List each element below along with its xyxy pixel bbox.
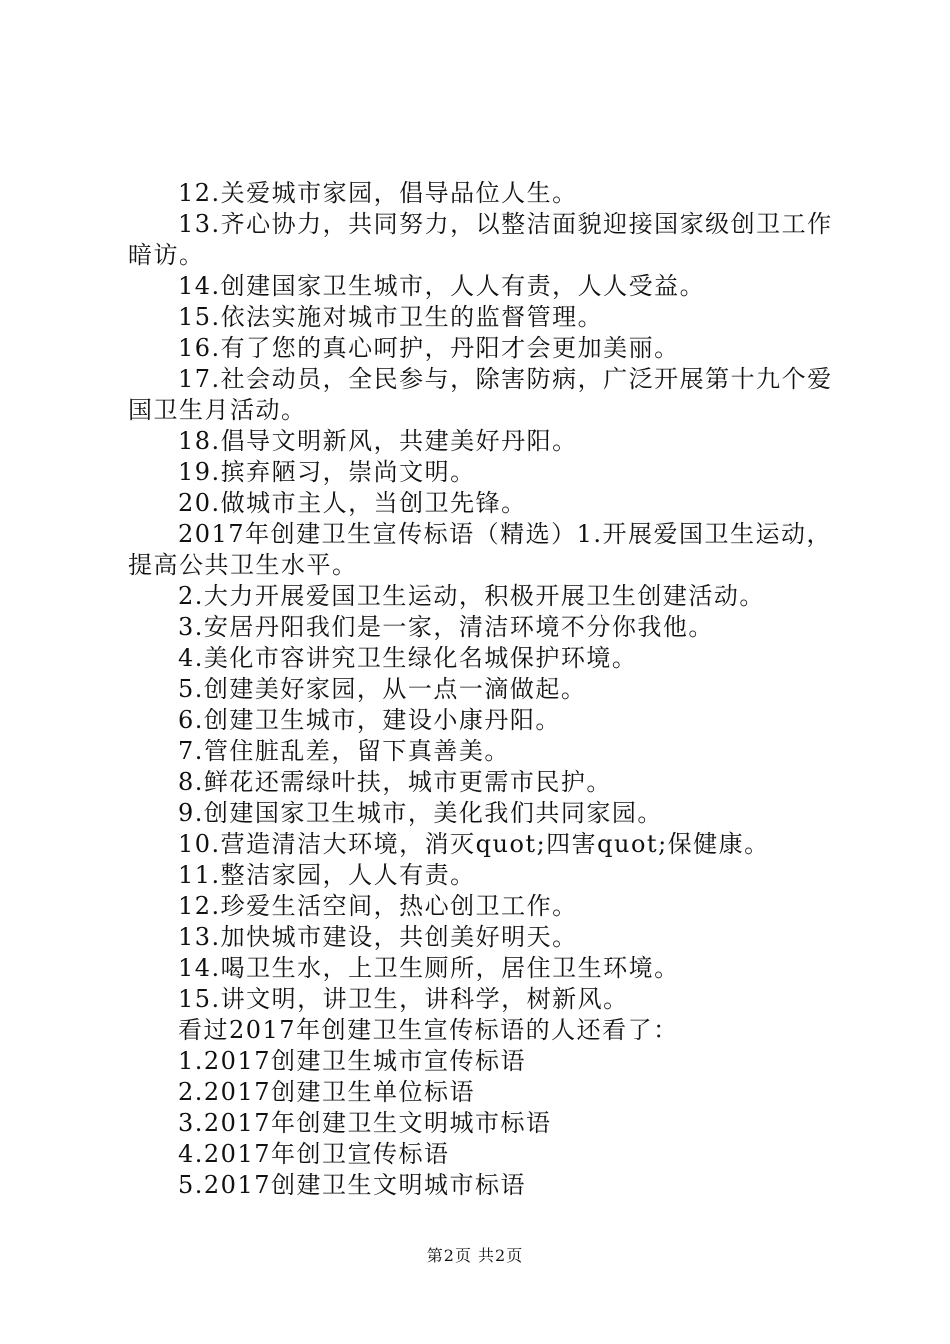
paragraph: 19.摈弃陋习，崇尚文明。 [178,458,476,486]
page-footer: 第2页 共2页 [426,1246,524,1265]
paragraph: 4.美化市容讲究卫生绿化名城保护环境。 [178,644,638,672]
paragraph: 4.2017年创卫宣传标语 [178,1140,450,1168]
paragraph: 20.做城市主人，当创卫先锋。 [178,489,527,517]
paragraph: 8.鲜花还需绿叶扶，城市更需市民护。 [178,768,612,796]
paragraph: 14.喝卫生水，上卫生厕所，居住卫生环境。 [178,954,680,982]
paragraph: 2.大力开展爱国卫生运动，积极开展卫生创建活动。 [178,582,765,610]
paragraph: 5.2017创建卫生文明城市标语 [178,1171,526,1199]
document-body [128,178,833,1201]
paragraph: 看过2017年创建卫生宣传标语的人还看了： [178,1016,679,1044]
paragraph: 12.关爱城市家园，倡导品位人生。 [178,179,578,207]
paragraph: 2.2017创建卫生单位标语 [178,1078,475,1106]
paragraph: 2017年创建卫生宣传标语（精选）1.开展爱国卫生运动，提高公共卫生水平。 [128,520,832,579]
paragraph: 18.倡导文明新风，共建美好丹阳。 [178,427,578,455]
paragraph: 16.有了您的真心呵护，丹阳才会更加美丽。 [178,334,680,362]
paragraph: 7.管住脏乱差，留下真善美。 [178,737,510,765]
paragraph: 3.安居丹阳我们是一家，清洁环境不分你我他。 [178,613,714,641]
paragraph: 13.齐心协力，共同努力，以整洁面貌迎接国家级创卫工作暗访。 [128,210,833,269]
paragraph: 13.加快城市建设，共创美好明天。 [178,923,578,951]
paragraph: 6.创建卫生城市，建设小康丹阳。 [178,706,561,734]
paragraph: 10.营造清洁大环境，消灭quot;四害quot;保健康。 [178,830,770,858]
paragraph: 14.创建国家卫生城市，人人有责，人人受益。 [178,272,706,300]
paragraph: 11.整洁家园，人人有责。 [178,861,476,889]
paragraph: 15.依法实施对城市卫生的监督管理。 [178,303,604,331]
paragraph: 1.2017创建卫生城市宣传标语 [178,1047,526,1075]
paragraph: 3.2017年创建卫生文明城市标语 [178,1109,552,1137]
paragraph: 17.社会动员，全民参与，除害防病，广泛开展第十九个爱国卫生月活动。 [128,365,833,424]
paragraph: 9.创建国家卫生城市，美化我们共同家园。 [178,799,663,827]
paragraph: 15.讲文明，讲卫生，讲科学，树新风。 [178,985,629,1013]
paragraph: 12.珍爱生活空间，热心创卫工作。 [178,892,578,920]
paragraph: 5.创建美好家园，从一点一滴做起。 [178,675,587,703]
